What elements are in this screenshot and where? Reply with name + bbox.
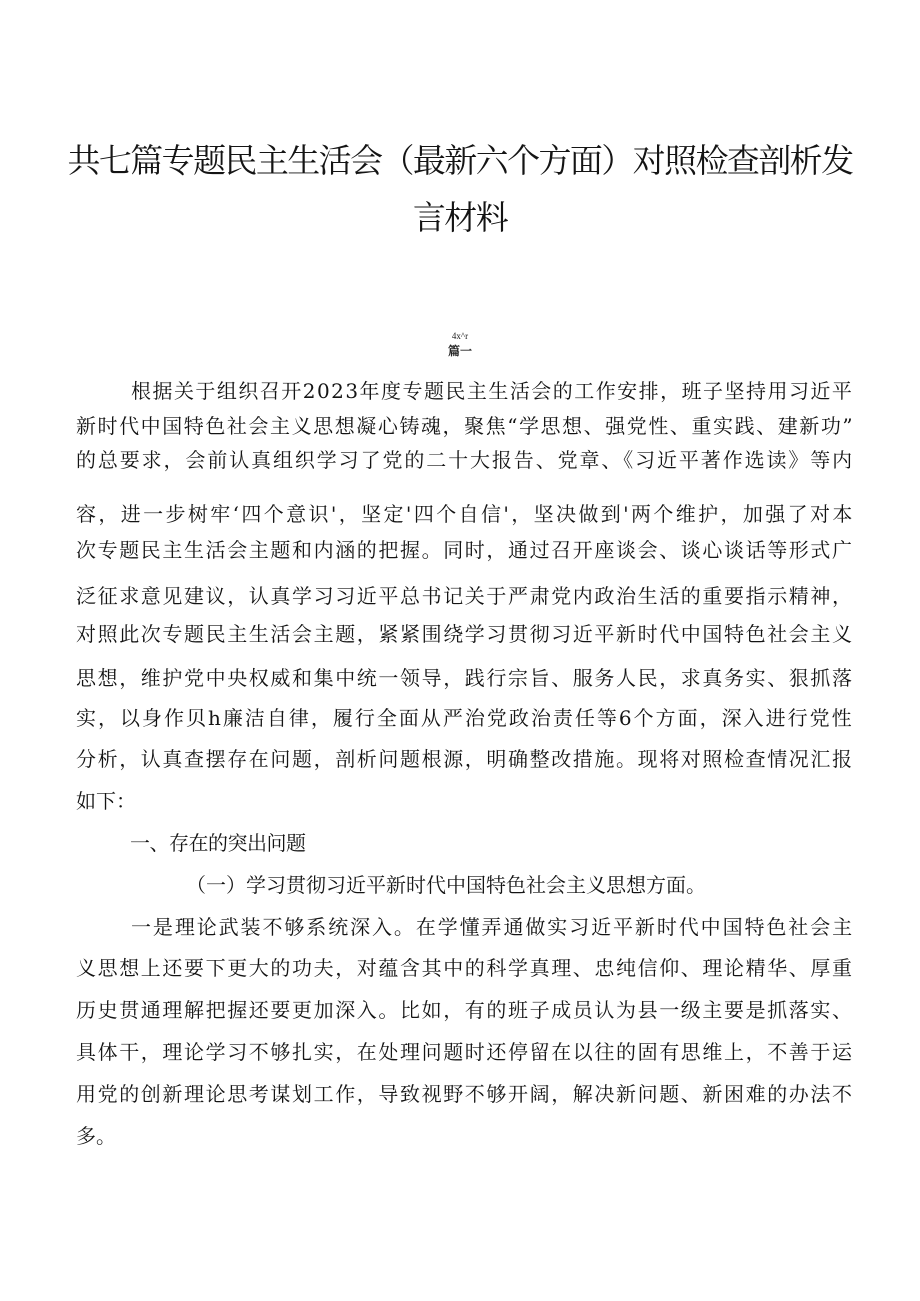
- subsection-heading-1: （一）学习贯彻习近平新时代中国特色社会主义思想方面。: [186, 873, 706, 897]
- paragraph-line: 新时代中国特色社会主义思想凝心铸魂，聚焦“学思想、强党性、重实践、建新功”: [76, 414, 855, 438]
- paragraph-line: 泛征求意见建议，认真学习习近平总书记关于严肃党内政治生活的重要指示精神，: [76, 584, 854, 608]
- paragraph-line: 具体干，理论学习不够扎实，在处理问题时还停留在以往的固有思维上，不善于运: [76, 1040, 854, 1064]
- paragraph-line: 用党的创新理论思考谋划工作，导致视野不够开阔，解决新问题、新困难的办法不: [76, 1082, 854, 1106]
- section-heading-1: 一、存在的突出问题: [130, 831, 306, 855]
- document-title-line-1: 共七篇专题民主生活会（最新六个方面）对照检查剖析发: [67, 141, 853, 180]
- paragraph-line: 对照此次专题民主生活会主题，紧紧围绕学习贯彻习近平新时代中国特色社会主义: [76, 622, 854, 646]
- paragraph-line: 的总要求，会前认真组织学习了党的二十大报告、党章、《习近平著作选读》等内: [76, 448, 855, 472]
- paragraph-line: 容，进一步树牢‘四个意识'，坚定'四个自信'，坚决做到'两个维护，加强了对本: [76, 502, 855, 526]
- paragraph-line: 如下：: [76, 789, 136, 813]
- paragraph-line: 历史贯通理解把握还要更加深入。比如，有的班子成员认为县一级主要是抓落实、: [76, 998, 854, 1022]
- paragraph-line: 次专题民主生活会主题和内涵的把握。同时，通过召开座谈会、谈心谈话等形式广: [76, 538, 854, 562]
- paragraph-line: 多。: [76, 1124, 116, 1148]
- scan-artifact-mark: 4x^r: [451, 331, 469, 341]
- paragraph-line: 分析，认真查摆存在问题，剖析问题根源，明确整改措施。现将对照检查情况汇报: [76, 747, 854, 771]
- paragraph-line: 根据关于组织召开2023年度专题民主生活会的工作安排，班子坚持用习近平: [131, 379, 854, 403]
- paragraph-line: 义思想上还要下更大的功夫，对蕴含其中的科学真理、忠纯信仰、理论精华、厚重: [76, 956, 854, 980]
- section-label: 篇一: [447, 344, 472, 358]
- paragraph-line: 实，以身作贝h廉洁自律，履行全面从严治党政治责任等6个方面，深入进行党性: [76, 706, 854, 730]
- paragraph-line: 一是理论武装不够系统深入。在学懂弄通做实习近平新时代中国特色社会主: [131, 915, 855, 939]
- document-title-line-2: 言材料: [412, 198, 508, 237]
- paragraph-line: 思想，维护党中央权威和集中统一领导，践行宗旨、服务人民，求真务实、狠抓落: [76, 666, 854, 690]
